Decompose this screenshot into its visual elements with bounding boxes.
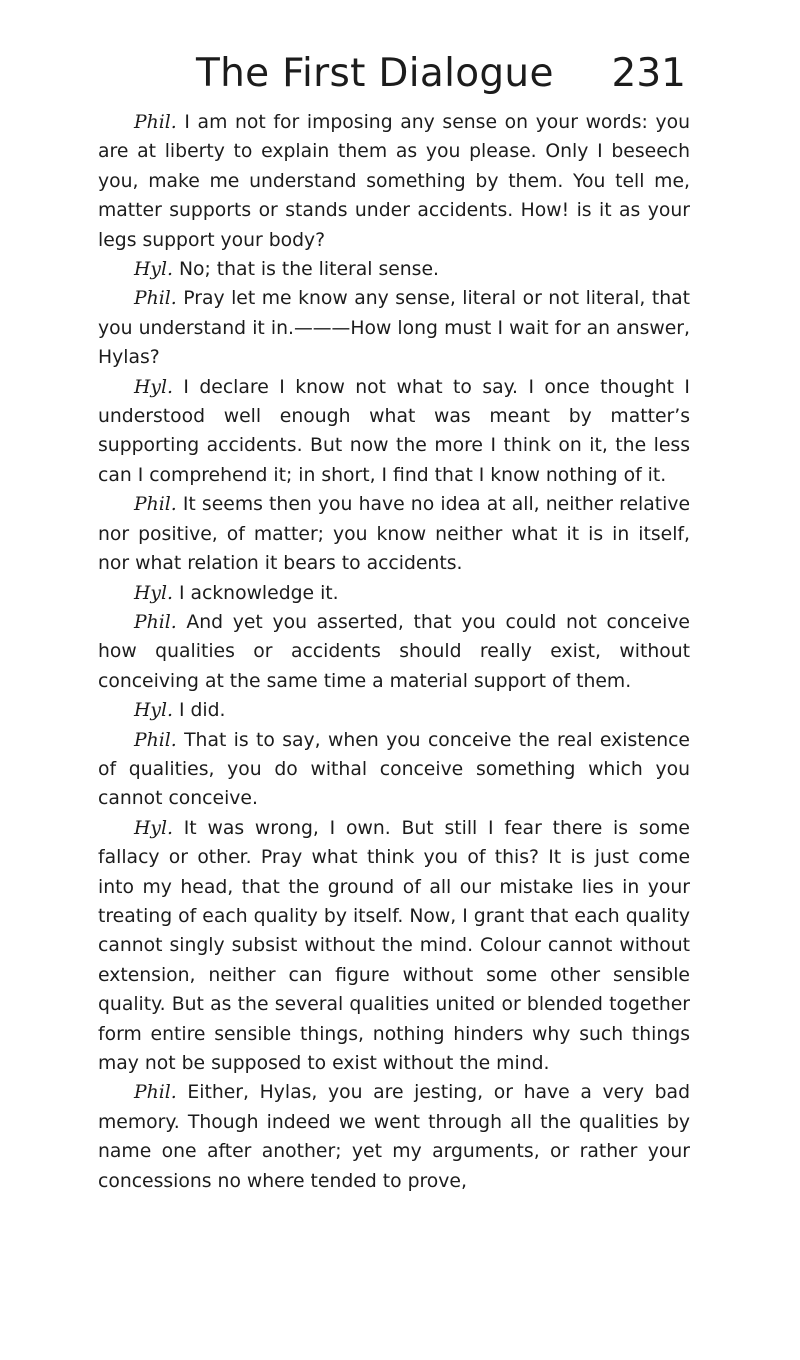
speaker-label: Hyl. (134, 817, 173, 839)
running-title: The First Dialogue (196, 51, 554, 96)
speech-text: Pray let me know any sense, literal or not literal, that you understand it in.———How long must I wait for an answer, Hylas? (98, 288, 690, 369)
speaker-label: Hyl. (134, 376, 173, 398)
speech-hyl (98, 579, 690, 608)
speech-phil (98, 726, 690, 814)
speech-hyl (98, 814, 690, 1079)
speaker-label: Phil. (134, 112, 177, 133)
speech-text: It seems then you have no idea at all, neither relative nor positive, of matter; you know neither what it is in itself, nor what relation it bears to accidents. (98, 494, 690, 575)
speech-text: I declare I know not what to say. I once thought I understood well enough what was meant by matter’s supporting accidents. But now the more I think on it, the less can I comprehend it; in short, I find that I know nothing of it. (98, 376, 690, 486)
speech-text: I acknowledge it. (178, 582, 339, 604)
speech-text: No; that is the literal sense. (178, 259, 439, 281)
page-number: 231 (611, 51, 686, 96)
running-head (196, 48, 686, 104)
speech-hyl (98, 696, 690, 725)
speech-phil (98, 608, 690, 696)
speaker-label: Hyl. (134, 259, 173, 281)
speech-hyl (98, 373, 690, 491)
speech-text: Either, Hylas, you are jesting, or have a very bad memory. Though indeed we went through all the qualities by name one after another; yet my arguments, or rather your concessions no where tended to prove, (98, 1082, 690, 1192)
speaker-label: Phil. (134, 1082, 177, 1104)
speech-phil (98, 490, 690, 578)
speech-hyl (98, 255, 690, 284)
speech-phil (98, 284, 690, 372)
speech-phil (98, 108, 690, 255)
speech-text: It was wrong, I own. But still I fear there is some fallacy or other. Pray what think you of this? It is just come into my head, that the ground of all our mistake lies in your treating of each quality by itself. Now, I grant that each quality cannot singly subsist without the mind. Colour cannot without extension, neither can figure without some other sensible quality. But as the several qualities united or blended together form entire sensible things, nothing hinders why such things may not be supposed to exist without the mind. (98, 817, 690, 1074)
speech-text: I did. (178, 700, 226, 722)
speaker-label: Phil. (134, 288, 177, 310)
speaker-label: Phil. (134, 494, 177, 516)
speech-text: I am not for imposing any sense on your words: you are at liberty to explain them as you please. Only I beseech you, make me understand something by them. You tell me, matter supports or stands under accidents. How! is it as your legs support your body? (98, 112, 690, 251)
speaker-label: Phil. (134, 729, 177, 751)
speaker-label: Hyl. (134, 700, 173, 722)
dialogue-text (98, 108, 690, 1196)
speaker-label: Phil. (134, 611, 177, 633)
speech-text: That is to say, when you conceive the real existence of qualities, you do withal conceive something which you cannot conceive. (98, 729, 690, 810)
speech-text: And yet you asserted, that you could not conceive how qualities or accidents should really exist, without conceiving at the same time a material support of them. (98, 611, 690, 692)
speech-phil (98, 1078, 690, 1196)
speaker-label: Hyl. (134, 582, 173, 604)
